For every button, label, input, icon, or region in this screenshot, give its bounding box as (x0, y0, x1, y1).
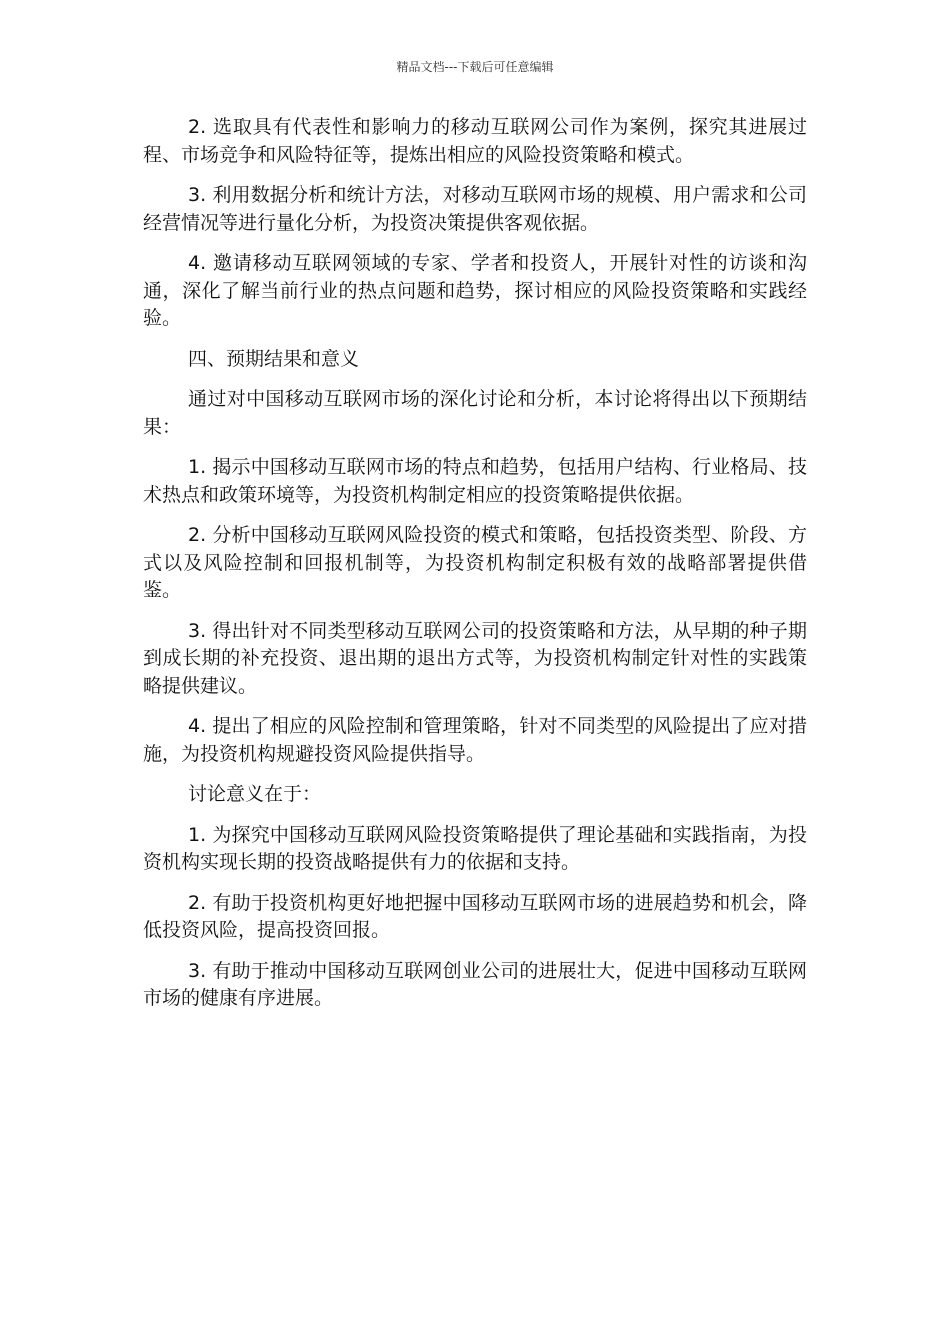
paragraph-result-2: 2. 分析中国移动互联网风险投资的模式和策略，包括投资类型、阶段、方式以及风险控制和回报机制等，为投资机构制定积极有效的战略部署提供借鉴。 (143, 524, 807, 601)
paragraph-significance-intro: 讨论意义在于： (188, 783, 322, 805)
paragraph-significance-1: 1. 为探究中国移动互联网风险投资策略提供了理论基础和实践指南，为投资机构实现长期的投资战略提供有力的依据和支持。 (143, 823, 807, 873)
section-heading-expected-results: 四、预期结果和意义 (188, 347, 360, 370)
paragraph-method-4: 4. 邀请移动互联网领域的专家、学者和投资人，开展针对性的访谈和沟通，深化了解当前行业的热点问题和趋势，探讨相应的风险投资策略和实践经验。 (143, 252, 807, 329)
paragraph-significance-2: 2. 有助于投资机构更好地把握中国移动互联网市场的进展趋势和机会，降低投资风险，提高投资回报。 (143, 891, 807, 941)
paragraph-method-3: 3. 利用数据分析和统计方法，对移动互联网市场的规模、用户需求和公司经营情况等进行量化分析，为投资决策提供客观依据。 (143, 184, 807, 234)
paragraph-method-2: 2. 选取具有代表性和影响力的移动互联网公司作为案例，探究其进展过程、市场竞争和风险特征等，提炼出相应的风险投资策略和模式。 (143, 116, 807, 166)
paragraph-result-1: 1. 揭示中国移动互联网市场的特点和趋势，包括用户结构、行业格局、技术热点和政策环境等，为投资机构制定相应的投资策略提供依据。 (143, 456, 807, 506)
page-header: 精品文档---下载后可任意编辑 (396, 60, 554, 74)
paragraph-result-3: 3. 得出针对不同类型移动互联网公司的投资策略和方法，从早期的种子期到成长期的补充投资、退出期的退出方式等，为投资机构制定针对性的实践策略提供建议。 (143, 619, 807, 697)
paragraph-result-4: 4. 提出了相应的风险控制和管理策略，针对不同类型的风险提出了应对措施，为投资机构规避投资风险提供指导。 (143, 715, 807, 765)
paragraph-results-intro: 通过对中国移动互联网市场的深化讨论和分析，本讨论将得出以下预期结果： (143, 388, 807, 438)
document-body (143, 114, 807, 1026)
paragraph-significance-3: 3. 有助于推动中国移动互联网创业公司的进展壮大，促进中国移动互联网市场的健康有序进展。 (143, 959, 807, 1009)
